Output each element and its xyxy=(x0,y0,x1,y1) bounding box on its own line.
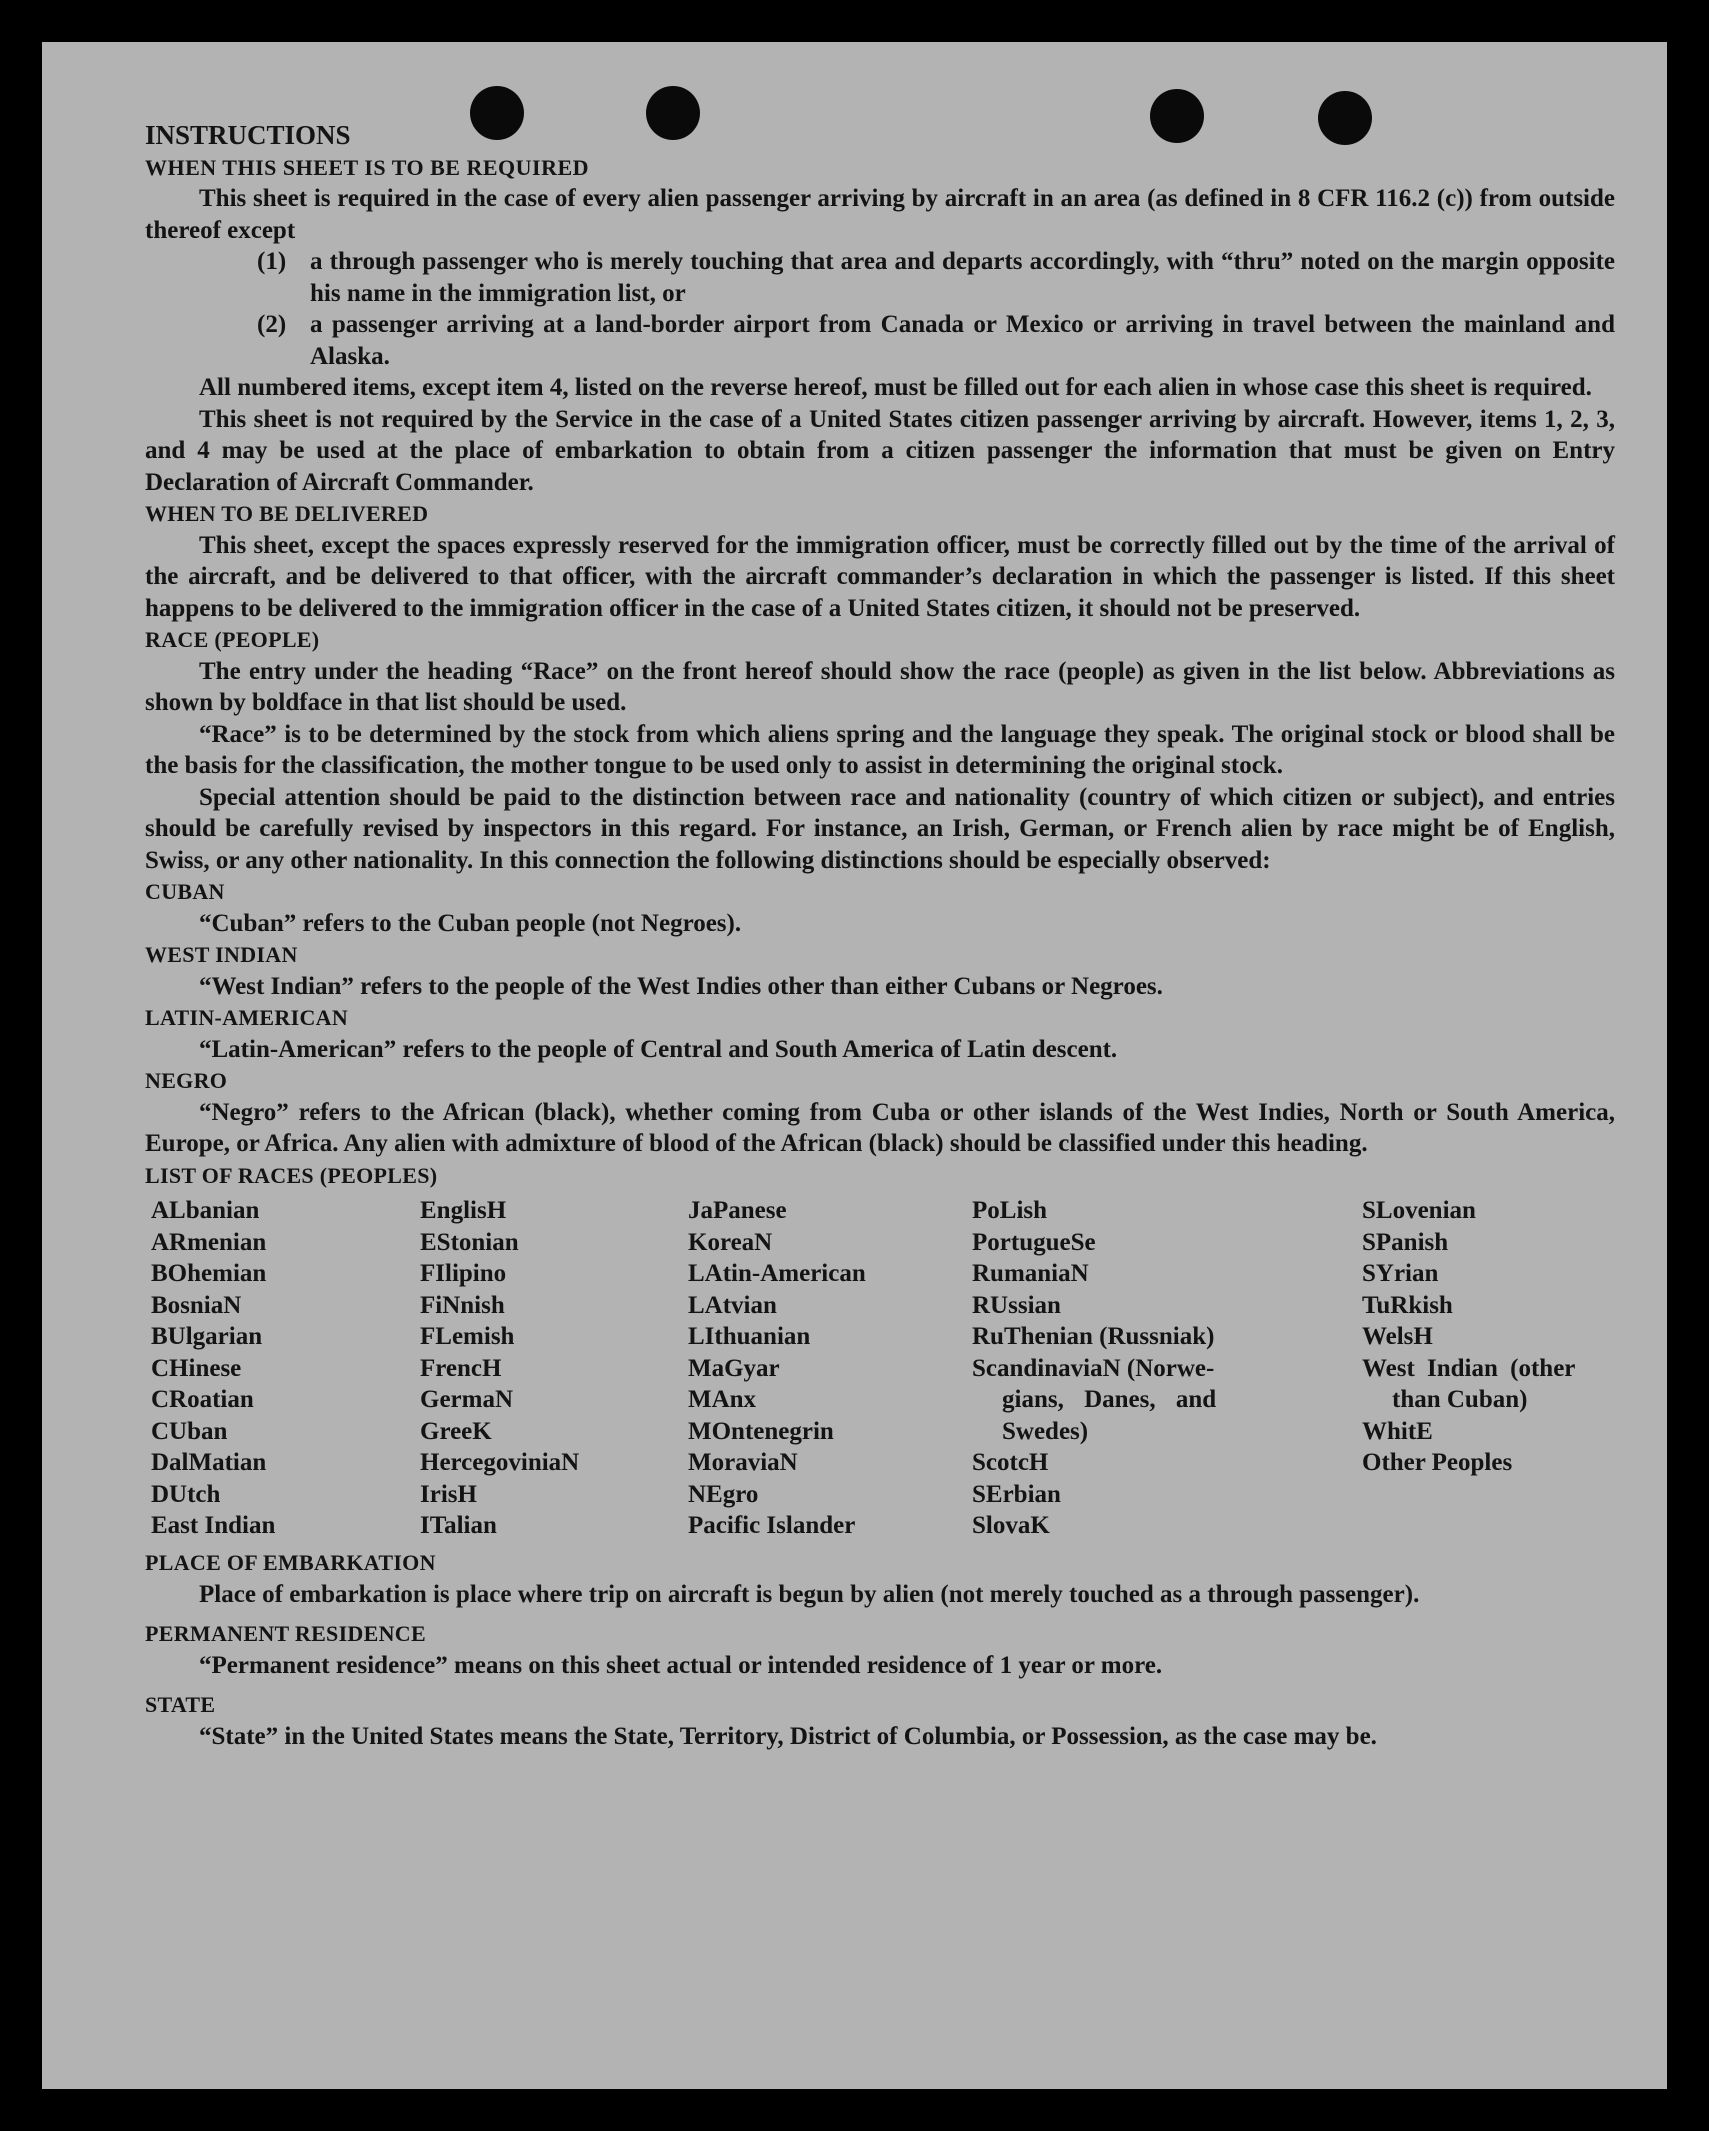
heading-required: WHEN THIS SHEET IS TO BE REQUIRED xyxy=(145,154,590,180)
race-entry: DalMatian xyxy=(151,1449,267,1476)
heading-permanent-residence: PERMANENT RESIDENCE xyxy=(145,1621,426,1646)
numbered-item xyxy=(257,246,1615,309)
race-entry: FIlipino xyxy=(420,1260,507,1287)
race-entry: HercegoviniaN xyxy=(420,1449,580,1476)
race-entry: SlovaK xyxy=(972,1512,1050,1539)
race-entry: ScotcH xyxy=(972,1449,1049,1476)
race-entry: East Indian xyxy=(151,1512,276,1539)
heading-embarkation: PLACE OF EMBARKATION xyxy=(145,1550,436,1575)
race-entry: MaGyar xyxy=(688,1354,780,1382)
paragraph: “West Indian” refers to the people of the West Indies other than either Cubans or Negroes. xyxy=(199,972,1163,1000)
heading-delivered: WHEN TO BE DELIVERED xyxy=(145,501,429,526)
race-entry: NEgro xyxy=(688,1480,759,1508)
race-entry: BOhemian xyxy=(151,1260,267,1287)
race-entry-continued: gians, Danes, and xyxy=(1002,1386,1217,1413)
race-entry: EnglisH xyxy=(420,1197,507,1224)
race-entry: PortugueSe xyxy=(972,1228,1096,1256)
race-entry: BUlgarian xyxy=(151,1323,263,1350)
race-entry: RUssian xyxy=(972,1291,1061,1319)
race-entry: EStonian xyxy=(420,1228,519,1256)
race-entry: MAnx xyxy=(688,1386,757,1413)
race-entry: Other Peoples xyxy=(1362,1449,1513,1476)
race-entry: FiNnish xyxy=(420,1291,505,1319)
heading-negro: NEGRO xyxy=(145,1068,228,1093)
race-entry: West Indian (other xyxy=(1362,1354,1576,1382)
race-entry: LIthuanian xyxy=(688,1323,811,1350)
paragraph: The entry under the heading “Race” on the front hereof should show the race (people) as given in the list below. Abbreviations as shown by boldface in that list should be used. xyxy=(145,657,1615,716)
race-entry: LAtvian xyxy=(688,1291,777,1319)
race-entry-continued: Swedes) xyxy=(1002,1417,1089,1445)
item-text: a through passenger who is merely touching that area and departs accordingly, with “thru” noted on the margin opposite his name in the immigration list, or xyxy=(310,248,1615,307)
heading-race: RACE (PEOPLE) xyxy=(145,627,320,652)
race-entry: KoreaN xyxy=(688,1228,773,1256)
race-column xyxy=(972,1195,1272,1542)
paragraph: “Negro” refers to the African (black), whether coming from Cuba or other islands of the West Indies, North or South America, Europe, or Africa. Any alien with admixture of blood of the African (black) should be classified under this heading. xyxy=(145,1098,1615,1157)
paragraph: “Permanent residence” means on this sheet actual or intended residence of 1 year or more. xyxy=(199,1651,1163,1679)
paragraph: This sheet is not required by the Service in the case of a United States citizen passenger arriving by aircraft. However, items 1, 2, 3, and 4 may be used at the place of embarkation to obtain from a citizen passenger the information that must be given on Entry Declaration of Aircraft Commander. xyxy=(145,405,1615,496)
race-entry: LAtin-American xyxy=(688,1260,866,1287)
race-entry: RumaniaN xyxy=(972,1260,1089,1287)
race-entry: ITalian xyxy=(420,1512,497,1539)
heading-latin-american: LATIN-AMERICAN xyxy=(145,1005,349,1030)
race-entry: TuRkish xyxy=(1362,1291,1453,1319)
document-sheet xyxy=(42,42,1667,2089)
race-entry: CRoatian xyxy=(151,1386,254,1413)
race-entry: SLovenian xyxy=(1362,1197,1476,1224)
race-entry: MOntenegrin xyxy=(688,1417,834,1445)
paragraph: Place of embarkation is place where trip on aircraft is begun by alien (not merely touched as a through passenger). xyxy=(199,1580,1420,1608)
race-entry: GreeK xyxy=(420,1417,492,1445)
heading-state: STATE xyxy=(145,1692,216,1717)
race-entry: ARmenian xyxy=(151,1228,267,1256)
race-entry: GermaN xyxy=(420,1386,514,1413)
race-entry: FrencH xyxy=(420,1354,502,1382)
numbered-item xyxy=(257,309,1615,372)
race-entry: WhitE xyxy=(1362,1417,1433,1445)
item-number: (1) xyxy=(257,248,287,275)
race-entry-continued: than Cuban) xyxy=(1392,1386,1528,1413)
paragraph: “Latin-American” refers to the people of Central and South America of Latin descent. xyxy=(199,1035,1118,1063)
race-list xyxy=(145,1195,1615,1547)
race-entry: PoLish xyxy=(972,1197,1048,1224)
item-number: (2) xyxy=(257,311,287,338)
race-entry: SPanish xyxy=(1362,1228,1449,1256)
instructions-content xyxy=(145,120,1615,1752)
race-entry: BosniaN xyxy=(151,1291,242,1319)
page-title: INSTRUCTIONS xyxy=(145,120,351,150)
race-entry: WelsH xyxy=(1362,1323,1433,1350)
paragraph: “Cuban” refers to the Cuban people (not Negroes). xyxy=(199,909,742,937)
paragraph: Special attention should be paid to the distinction between race and nationality (country of which citizen or subject), and entries should be carefully revised by inspectors in this regard. For instance, an Irish, German, or French alien by race might be of English, Swiss, or any other nationality. In this connection the following distinctions should be especially observed: xyxy=(145,783,1615,874)
paragraph: This sheet is required in the case of every alien passenger arriving by aircraft in an area (as defined in 8 CFR 116.2 (c)) from outside thereof except xyxy=(145,185,1615,244)
heading-west-indian: WEST INDIAN xyxy=(145,942,298,967)
race-entry: CHinese xyxy=(151,1354,242,1382)
race-entry: RuThenian (Russniak) xyxy=(972,1323,1215,1350)
heading-cuban: CUBAN xyxy=(145,879,225,904)
paragraph: “State” in the United States means the State, Territory, District of Columbia, or Possession, as the case may be. xyxy=(199,1722,1377,1750)
race-entry: ScandinaviaN (Norwe- xyxy=(972,1354,1215,1382)
paragraph: “Race” is to be determined by the stock from which aliens spring and the language they speak. The original stock or blood shall be the basis for the classification, the mother tongue to be used only to assist in determining the original stock. xyxy=(145,720,1615,779)
race-entry: ALbanian xyxy=(151,1197,260,1224)
race-entry: MoraviaN xyxy=(688,1449,798,1476)
race-entry: SYrian xyxy=(1362,1260,1439,1287)
race-entry: IrisH xyxy=(420,1480,477,1508)
race-entry: JaPanese xyxy=(688,1197,787,1224)
heading-list-of-races: LIST OF RACES (PEOPLES) xyxy=(145,1162,438,1188)
race-column xyxy=(1362,1195,1618,1479)
race-column xyxy=(688,1195,866,1542)
paragraph: This sheet, except the spaces expressly reserved for the immigration officer, must be correctly filled out by the time of the arrival of the aircraft, and be delivered to that officer, with the aircraft commander’s declaration in which the passenger is listed. If this sheet happens to be delivered to the immigration officer in the case of a United States citizen, it should not be preserved. xyxy=(145,531,1615,622)
race-entry: FLemish xyxy=(420,1323,515,1350)
race-column xyxy=(151,1195,275,1542)
race-entry: SErbian xyxy=(972,1480,1061,1508)
race-entry: CUban xyxy=(151,1417,228,1445)
paragraph: All numbered items, except item 4, listed on the reverse hereof, must be filled out for each alien in whose case this sheet is required. xyxy=(199,374,1592,401)
race-entry: DUtch xyxy=(151,1480,221,1508)
race-column xyxy=(420,1195,579,1542)
race-entry: Pacific Islander xyxy=(688,1512,856,1539)
item-text: a passenger arriving at a land-border airport from Canada or Mexico or arriving in travel between the mainland and Alaska. xyxy=(310,311,1615,370)
